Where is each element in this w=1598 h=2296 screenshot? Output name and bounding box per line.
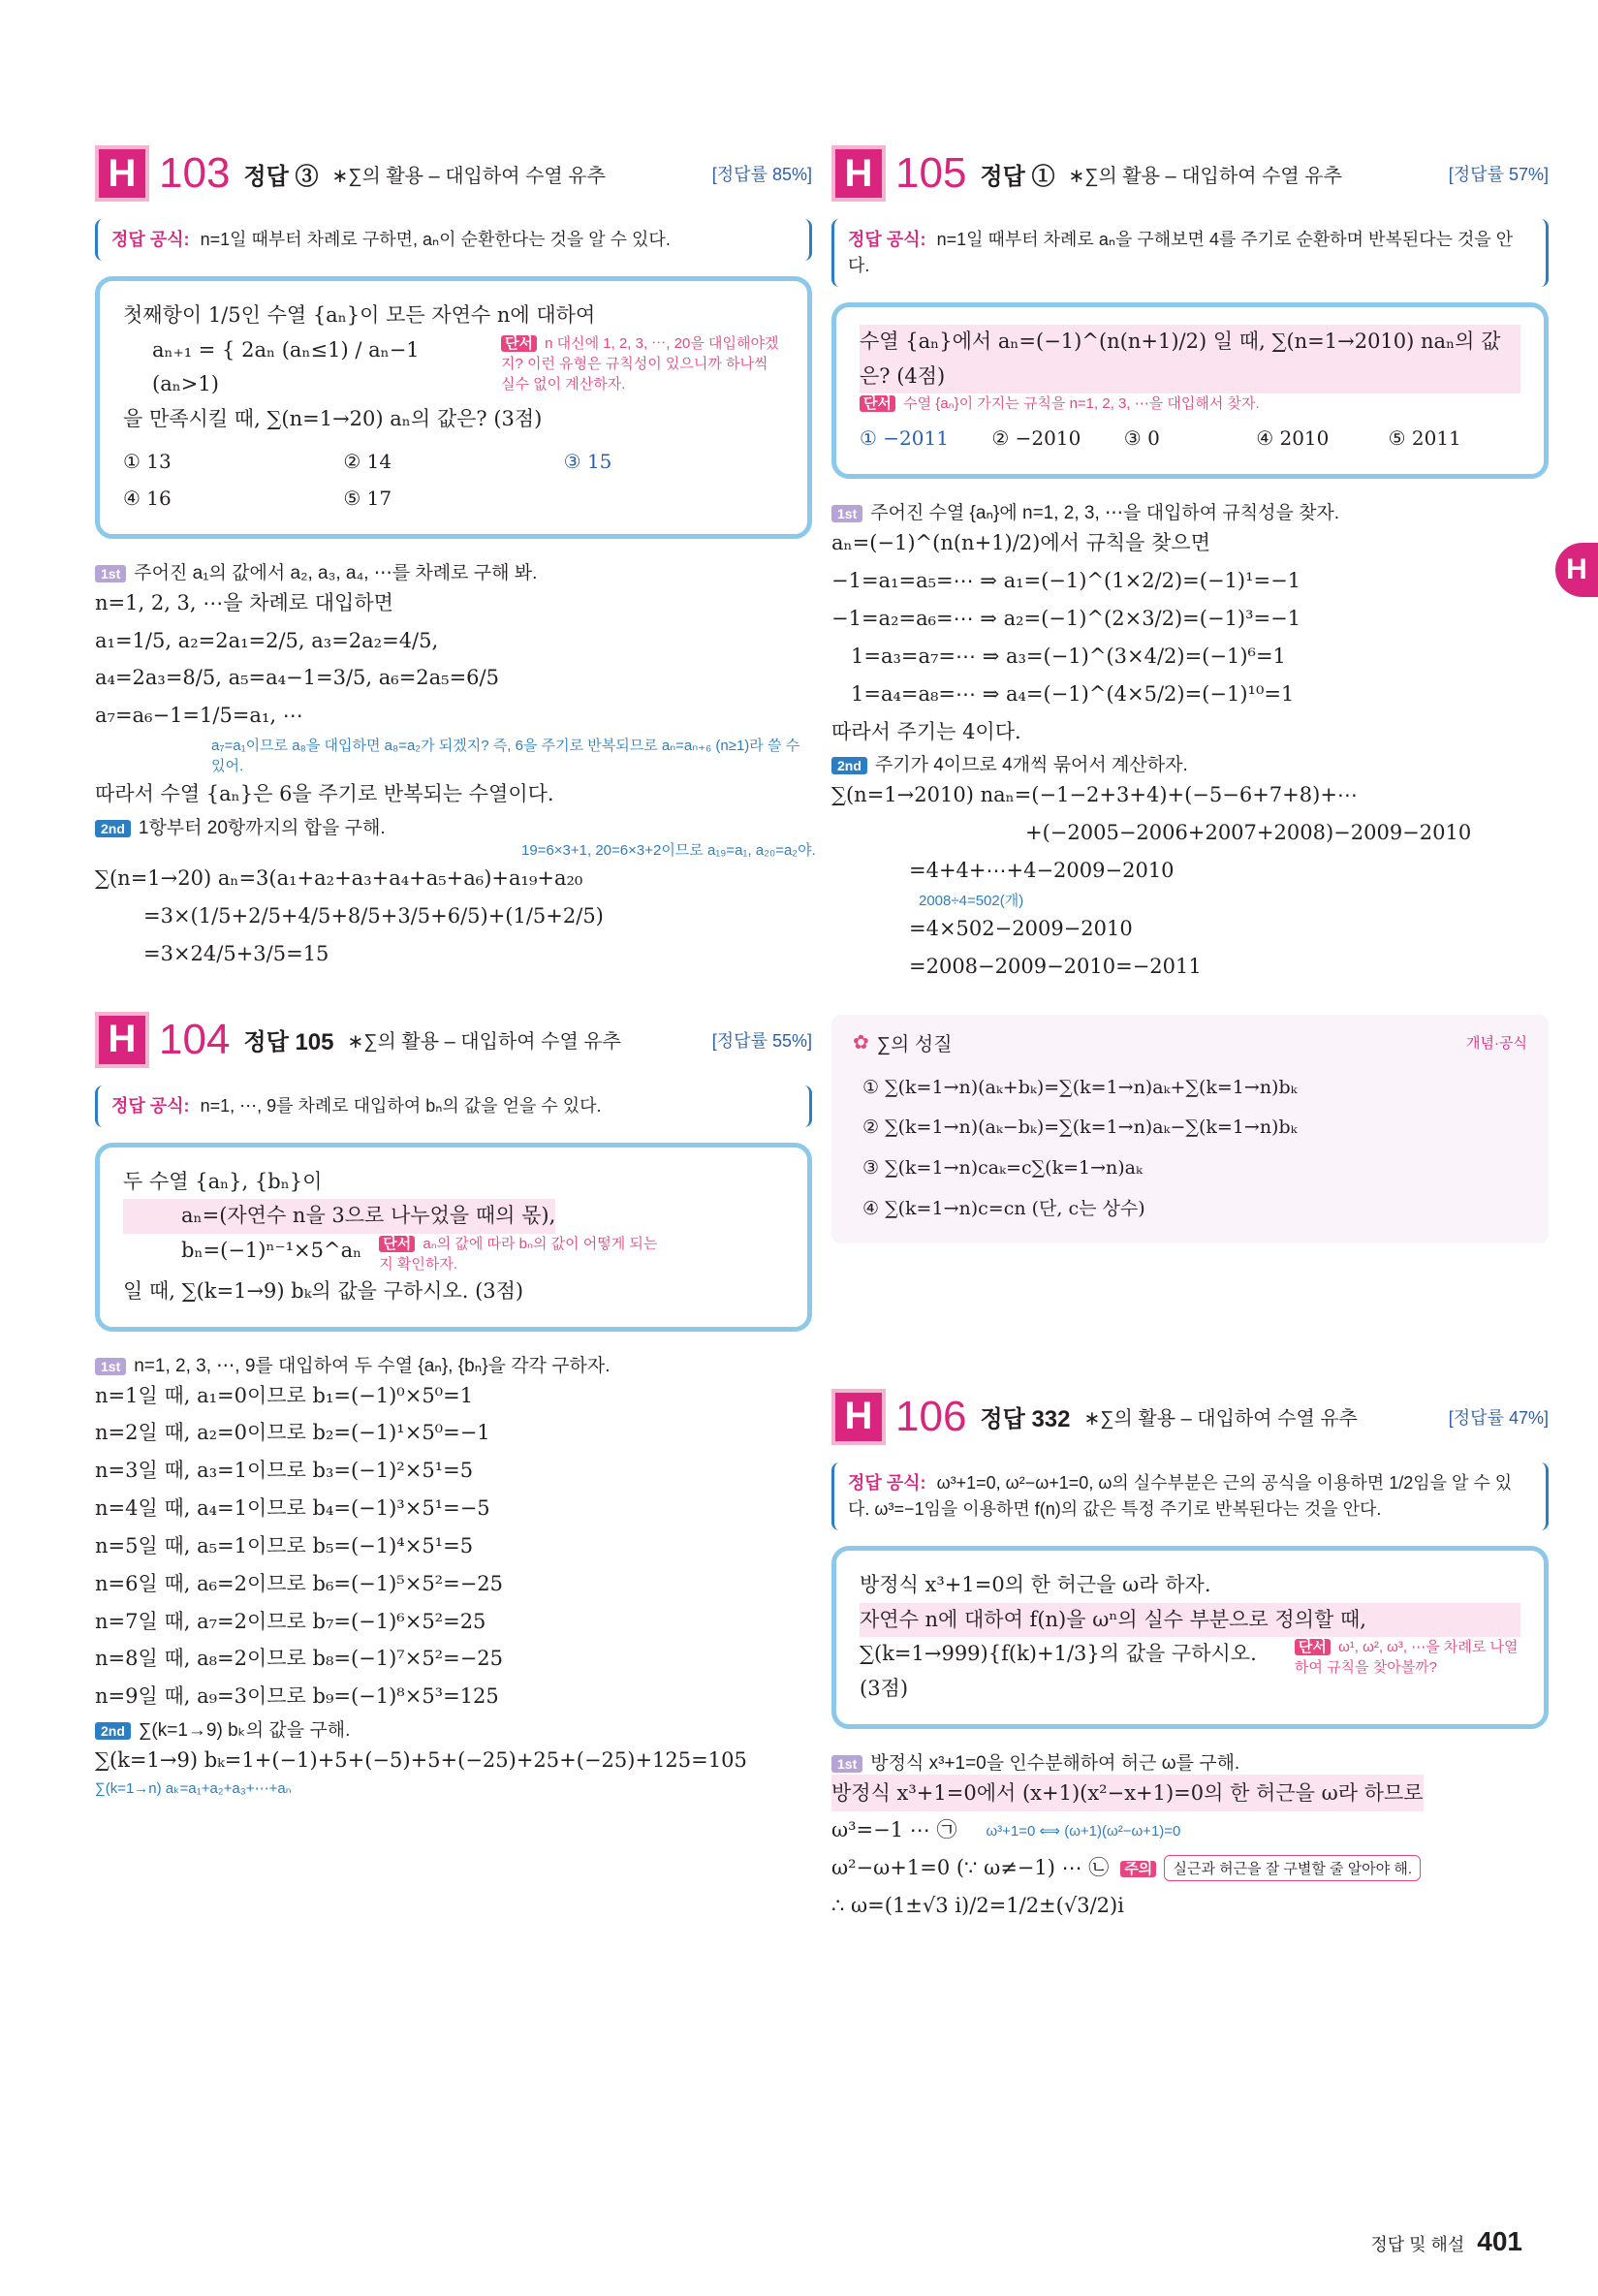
step-2	[831, 750, 1549, 776]
problem-103-header	[95, 145, 812, 202]
problem-line: bₙ=(−1)ⁿ⁻¹×5^aₙ	[181, 1238, 362, 1262]
h-badge: H	[95, 145, 149, 202]
solution-line: n=8일 때, a₈=2이므로 b₈=(−1)⁷×5²=−25	[95, 1647, 504, 1671]
flower-icon: ✿	[853, 1031, 869, 1054]
accuracy-rate: [정답률 55%]	[711, 1030, 812, 1051]
solution-line: ω³=−1 ⋯ ㉠	[831, 1818, 957, 1842]
problem-line: 두 수열 {aₙ}, {bₙ}이	[123, 1169, 323, 1193]
page-number: 401	[1477, 2226, 1522, 2256]
choices	[123, 443, 784, 517]
choice[interactable]: ⑤ 2011	[1388, 426, 1461, 451]
step-1	[831, 1748, 1549, 1775]
solution-line: ∑(n=1→20) aₙ=3(a₁+a₂+a₃+a₄+a₅+a₆)+a₁₉+a₂₀	[95, 865, 583, 890]
solution-line: 1=a₃=a₇=⋯ ⇒ a₃=(−1)^(3×4/2)=(−1)⁶=1	[851, 644, 1286, 668]
h-badge: H	[95, 1012, 149, 1068]
caution-text: 실근과 허근을 잘 구별할 줄 알아야 해.	[1164, 1855, 1421, 1881]
solution-106	[831, 1775, 1549, 1925]
problem-103-box	[95, 276, 812, 539]
solution-line: +(−2005−2006+2007+2008)−2009−2010	[1025, 821, 1472, 845]
problem-104-box	[95, 1143, 812, 1332]
step-text: ∑(k=1→9) bₖ의 값을 구해.	[138, 1720, 351, 1742]
step-2	[95, 1715, 812, 1742]
solution-line: n=1, 2, 3, ⋯을 차례로 대입하면	[95, 590, 393, 614]
formula-label: 정답 공식:	[848, 230, 926, 249]
step-text: 주어진 a₁의 값에서 a₂, a₃, a₄, ⋯를 차례로 구해 봐.	[134, 562, 538, 583]
step-tag: 1st	[831, 505, 862, 522]
solution-note: a₇=a₁이므로 a₈을 대입하면 a₈=a₂가 되겠지? 즉, 6을 주기로 반복되므로 aₙ=aₙ₊₆ (n≥1)라 쓸 수 있어.	[211, 738, 800, 775]
properties-header	[853, 1028, 1527, 1056]
choices	[860, 420, 1520, 456]
choice[interactable]: ③ 15	[563, 449, 612, 473]
answer-label: 정답 ③	[243, 163, 319, 190]
formula-label: 정답 공식:	[848, 1472, 926, 1493]
choice[interactable]: ③ 0	[1123, 426, 1160, 451]
solution-line: 따라서 주기는 4이다.	[831, 719, 1021, 743]
hint-text: aₙ의 값에 따라 bₙ의 값이 어떻게 되는지 확인하자.	[379, 1235, 658, 1273]
solution-line: n=2일 때, a₂=0이므로 b₂=(−1)¹×5⁰=−1	[95, 1421, 490, 1445]
footer-label: 정답 및 해설	[1370, 2235, 1465, 2254]
step-tag: 1st	[831, 1755, 862, 1773]
problem-number: 103	[159, 149, 231, 197]
answer-formula	[831, 1463, 1549, 1530]
solution-line: =2008−2009−2010=−2011	[909, 954, 1202, 978]
problem-105-box	[831, 302, 1549, 479]
solution-line: −1=a₁=a₅=⋯ ⇒ a₁=(−1)^(1×2/2)=(−1)¹=−1	[831, 569, 1301, 593]
left-column	[95, 145, 816, 1797]
answer-label: 정답 332	[980, 1406, 1071, 1433]
problem-106-header	[831, 1389, 1549, 1445]
step-text: 방정식 x³+1=0을 인수분해하여 허근 ω를 구해.	[870, 1752, 1240, 1774]
formula-label: 정답 공식:	[111, 230, 190, 249]
choice[interactable]: ⑤ 17	[343, 486, 392, 510]
solution-line: ∴ ω=(1±√3 i)/2=1/2±(√3/2)i	[831, 1894, 1124, 1918]
problem-number: 106	[895, 1392, 967, 1440]
problem-line: 자연수 n에 대하여 f(n)을 ωⁿ의 실수 부분으로 정의할 때,	[860, 1603, 1520, 1638]
step-1	[95, 1351, 812, 1377]
problem-number: 104	[159, 1015, 231, 1063]
solution-line: =3×24/5+3/5=15	[143, 941, 329, 965]
property-item: ④ ∑(k=1→n)c=cn (단, c는 상수)	[862, 1198, 1145, 1220]
solution-line: n=3일 때, a₃=1이므로 b₃=(−1)²×5¹=5	[95, 1459, 474, 1483]
solution-105-part1	[831, 524, 1549, 750]
step-tag: 2nd	[95, 820, 131, 837]
solution-note: 19=6×3+1, 20=6×3+2이므로 a₁₉=a₁, a₂₀=a₂야.	[521, 841, 816, 859]
caution-tag: 주의	[1120, 1861, 1156, 1877]
solution-103-part1	[95, 584, 812, 813]
step-tag: 2nd	[95, 1722, 131, 1740]
hint-note	[379, 1234, 660, 1274]
answer-formula	[831, 219, 1549, 287]
solution-line: 따라서 수열 {aₙ}은 6을 주기로 반복되는 수열이다.	[95, 782, 554, 806]
solution-104-final	[95, 1742, 812, 1797]
step-text: n=1, 2, 3, ⋯, 9를 대입하여 두 수열 {aₙ}, {bₙ}을 각각 구하자.	[134, 1355, 611, 1376]
step-tag: 1st	[95, 1358, 126, 1375]
solution-line: 1=a₄=a₈=⋯ ⇒ a₄=(−1)^(4×5/2)=(−1)¹⁰=1	[851, 681, 1295, 706]
hint-tag: 단서	[379, 1236, 415, 1252]
solution-note: 2008÷4=502(개)	[919, 892, 1024, 909]
solution-line: 방정식 x³+1=0에서 (x+1)(x²−x+1)=0의 한 허근을 ω라 하므로	[831, 1775, 1424, 1812]
step-text: 주어진 수열 {aₙ}에 n=1, 2, 3, ⋯을 대입하여 규칙성을 찾자.	[870, 503, 1340, 524]
solution-105-part2	[831, 776, 1549, 985]
hint-note	[1295, 1637, 1520, 1678]
choice[interactable]: ④ 2010	[1256, 426, 1330, 451]
solution-line: n=4일 때, a₄=1이므로 b₄=(−1)³×5¹=−5	[95, 1496, 490, 1521]
caution-note	[1120, 1855, 1421, 1881]
topic-label: ∗∑의 활용 – 대입하여 수열 유추	[331, 165, 606, 187]
accuracy-rate: [정답률 47%]	[1448, 1407, 1549, 1428]
solution-line: =4+4+⋯+4−2009−2010	[909, 859, 1175, 883]
choice[interactable]: ④ 16	[123, 486, 172, 510]
choice[interactable]: ① 13	[123, 449, 172, 473]
problem-line: ∑(k=1→999){f(k)+1/3}의 값을 구하시오. (3점)	[860, 1642, 1257, 1700]
solution-line: a₄=2a₃=8/5, a₅=a₄−1=3/5, a₆=2a₅=6/5	[95, 666, 499, 690]
choice[interactable]: ① −2011	[860, 426, 949, 451]
solution-line: n=1일 때, a₁=0이므로 b₁=(−1)⁰×5⁰=1	[95, 1383, 474, 1407]
solution-line: aₙ=(−1)^(n(n+1)/2)에서 규칙을 찾으면	[831, 531, 1210, 555]
solution-note: ∑(k=1→n) aₖ=a₁+a₂+a₃+⋯+aₙ	[95, 1780, 292, 1797]
hint-text: n 대신에 1, 2, 3, ⋯, 20을 대입해야겠지? 이런 유형은 규칙성이 있으니까 하나씩 실수 없이 계산하자.	[500, 334, 779, 393]
problem-106-box	[831, 1546, 1549, 1729]
answer-label: 정답 105	[243, 1029, 334, 1055]
sigma-properties-box	[831, 1015, 1549, 1243]
problem-number: 105	[895, 149, 967, 197]
right-column	[831, 145, 1549, 1925]
topic-label: ∗∑의 활용 – 대입하여 수열 유추	[1083, 1408, 1358, 1431]
solution-line: ∑(k=1→9) bₖ=1+(−1)+5+(−5)+5+(−25)+25+(−25)+125=105	[95, 1748, 747, 1773]
answer-formula	[95, 1085, 812, 1127]
section-h-tab[interactable]: H	[1555, 543, 1598, 597]
solution-line: =4×502−2009−2010	[909, 916, 1133, 940]
formula-text: ω³+1=0, ω²−ω+1=0, ω의 실수부분은 근의 공식을 이용하면 1/2임을 알 수 있다. ω³=−1임을 이용하면 f(n)의 값은 특정 주기로 반복된다는 것을 안다.	[848, 1472, 1513, 1519]
hint-tag: 단서	[1295, 1639, 1331, 1655]
step-1	[831, 498, 1549, 524]
step-text: 주기가 4이므로 4개씩 묶어서 계산하자.	[874, 755, 1188, 776]
property-item: ② ∑(k=1→n)(aₖ−bₖ)=∑(k=1→n)aₖ−∑(k=1→n)bₖ	[862, 1117, 1298, 1139]
topic-label: ∗∑의 활용 – 대입하여 수열 유추	[347, 1031, 621, 1053]
solution-103-part2	[95, 839, 816, 973]
hint-text: 수열 {aₙ}이 가지는 규칙을 n=1, 2, 3, ⋯을 대입해서 찾자.	[903, 395, 1260, 413]
h-badge: H	[831, 145, 886, 202]
accuracy-rate: [정답률 85%]	[711, 165, 812, 184]
step-tag: 1st	[95, 565, 126, 582]
problem-line: 일 때, ∑(k=1→9) bₖ의 값을 구하시오. (3점)	[123, 1278, 524, 1303]
solution-line: a₇=a₆−1=1/5=a₁, ⋯	[95, 704, 303, 728]
property-item: ③ ∑(k=1→n)caₖ=c∑(k=1→n)aₖ	[862, 1157, 1143, 1179]
solution-line: n=7일 때, a₇=2이므로 b₇=(−1)⁶×5²=25	[95, 1609, 486, 1633]
solution-line: ∑(n=1→2010) naₙ=(−1−2+3+4)+(−5−6+7+8)+⋯	[831, 783, 1358, 807]
formula-label: 정답 공식:	[111, 1095, 190, 1116]
formula-text: n=1일 때부터 차례로 구하면, aₙ이 순환한다는 것을 알 수 있다.	[200, 230, 671, 249]
answer-label: 정답 ①	[980, 163, 1055, 190]
solution-line: n=9일 때, a₉=3이므로 b₉=(−1)⁸×5³=125	[95, 1684, 499, 1709]
hint-note	[501, 333, 784, 394]
solution-line: =3×(1/5+2/5+4/5+8/5+3/5+6/5)+(1/5+2/5)	[143, 903, 604, 928]
answer-formula	[95, 219, 812, 261]
hint-tag: 단서	[860, 395, 895, 412]
hint-tag: 단서	[501, 335, 537, 352]
formula-text: n=1, ⋯, 9를 차례로 대입하여 bₙ의 값을 얻을 수 있다.	[200, 1095, 602, 1116]
solution-line: −1=a₂=a₆=⋯ ⇒ a₂=(−1)^(2×3/2)=(−1)³=−1	[831, 607, 1301, 631]
properties-title: ∑의 성질	[876, 1033, 953, 1055]
formula-text: n=1일 때부터 차례로 aₙ을 구해보면 4를 주기로 순환하며 반복된다는 것을 안다.	[848, 230, 1514, 275]
problem-line: aₙ=(자연수 n을 3으로 나누었을 때의 몫),	[123, 1199, 555, 1234]
h-badge: H	[831, 1389, 886, 1445]
properties-tag: 개념·공식	[1466, 1034, 1527, 1052]
problem-line: 방정식 x³+1=0의 한 허근을 ω라 하자.	[860, 1572, 1211, 1596]
choice[interactable]: ② 14	[343, 449, 392, 473]
problem-line: aₙ₊₁ = { 2aₙ (aₙ≤1) / aₙ−1 (aₙ>1)	[152, 337, 420, 396]
problem-105-header	[831, 145, 1549, 202]
step-2	[95, 813, 812, 839]
solution-note: ω³+1=0 ⟺ (ω+1)(ω²−ω+1)=0	[986, 1822, 1181, 1840]
problem-line: 첫째항이 1/5인 수열 {aₙ}이 모든 자연수 n에 대하여	[123, 303, 596, 327]
problem-line: 을 만족시킬 때, ∑(n=1→20) aₙ의 값은? (3점)	[123, 407, 543, 431]
step-tag: 2nd	[831, 757, 867, 774]
solution-line: a₁=1/5, a₂=2a₁=2/5, a₃=2a₂=4/5,	[95, 628, 439, 652]
page-footer	[1370, 2226, 1522, 2257]
step-text: 1항부터 20항까지의 합을 구해.	[138, 817, 386, 838]
hint-note	[860, 393, 1520, 414]
solution-line: ω²−ω+1=0 (∵ ω≠−1) ⋯ ㉡	[831, 1856, 1110, 1880]
solution-104	[95, 1377, 812, 1716]
topic-label: ∗∑의 활용 – 대입하여 수열 유추	[1068, 165, 1342, 187]
hint-text: ω¹, ω², ω³, ⋯을 차례로 나열하여 규칙을 찾아볼까?	[1294, 1639, 1519, 1677]
solution-line: n=5일 때, a₅=1이므로 b₅=(−1)⁴×5¹=5	[95, 1533, 474, 1557]
problem-line: 수열 {aₙ}에서 aₙ=(−1)^(n(n+1)/2) 일 때, ∑(n=1→2010) naₙ의 값은? (4점)	[860, 325, 1520, 393]
solution-line: n=6일 때, a₆=2이므로 b₆=(−1)⁵×5²=−25	[95, 1571, 504, 1595]
accuracy-rate: [정답률 57%]	[1448, 165, 1549, 184]
property-item: ① ∑(k=1→n)(aₖ+bₖ)=∑(k=1→n)aₖ+∑(k=1→n)bₖ	[862, 1076, 1298, 1098]
step-1	[95, 558, 812, 584]
problem-104-header	[95, 1012, 812, 1068]
choice[interactable]: ② −2010	[991, 426, 1081, 451]
